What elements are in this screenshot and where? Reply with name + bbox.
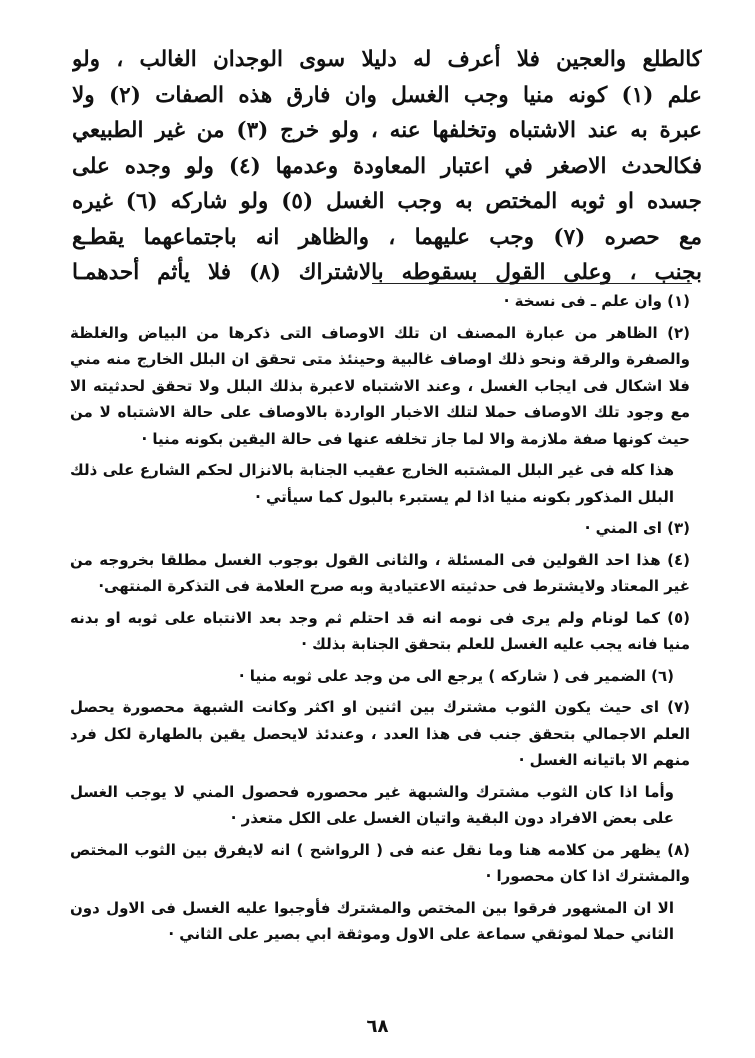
footnotes — [70, 288, 702, 953]
main-line: كالطلع والعجين فلا أعرف له دليلا سوى الوجدان الغالب ، ولو — [72, 47, 702, 72]
main-line: بجنب ، وعلى القول بسقوطه بالاشتراك (٨) فلا يأثم أحدهمـا — [72, 260, 702, 285]
footnote-3: (٣) اى المني · — [584, 519, 690, 537]
footnote-2: (٢) الظاهر من عبارة المصنف ان تلك الاوصاف التى ذكرها من البياض والغلظة والصفرة والرقة ونحو ذلك اوصاف غالبية وحينئذ متى تحقق ان البلل الخارج منه مني فلا اشكال فى ايجاب الغسل ، وعند الاشتباه لاعبرة بذلك البلل ولا تحقق لحدثيته الا مع وجود تلك الاوصاف حملا لتلك الاخبار الواردة بالاوصاف على حالة الاشتباه لا من حيث كونها صفة ملازمة والا لما جاز تخلفه عنها فى حالة اليقين بكونه منيا · — [70, 323, 690, 448]
footnote-8-continued: الا ان المشهور فرقوا بين المختص والمشترك فأوجبوا عليه الغسل فى الاول دون الثاني حملا لموثقي سماعة على الاول وموثقة ابي بصير على الثاني · — [70, 898, 674, 943]
footnote-divider — [372, 283, 692, 284]
footnote-7-continued: وأما اذا كان الثوب مشترك والشبهة غير محصوره فحصول المني لا يوجب الغسل على بعض الافراد دون البقية واتيان الغسل على الكل متعذر · — [70, 782, 674, 827]
page-number: ٦٨ — [366, 1016, 389, 1037]
footnote-2-continued: هذا كله فى غير البلل المشتبه الخارج عقيب الجنابة بالانزال لحكم الشارع على ذلك البلل المذكور بكونه منيا اذا لم يستبرء بالبول كما سيأتي · — [70, 461, 674, 506]
main-line: علم (١) كونه منيا وجب الغسل وان فارق هذه الصفات (٢) ولا — [72, 82, 702, 108]
main-line: مع حصره (٧) وجب عليهما ، والظاهر انه باجتماعهما يقطـع — [72, 224, 702, 250]
main-line: فكالحدث الاصغر في اعتبار المعاودة وعدمها (٤) ولو وجده على — [72, 153, 702, 179]
footnote-7: (٧) اى حيث يكون الثوب مشترك بين اثنين او اكثر وكانت الشبهة محصورة يحصل العلم الاجمالي بتحقق جنب فى هذا العدد ، وعندئذ لايحصل يقين بالطهارة لكل فرد منهم الا باتيانه الغسل · — [70, 698, 690, 769]
footnote-6: (٦) الضمير فى ( شاركه ) يرجع الى من وجد على ثوبه منيا · — [238, 666, 674, 685]
main-line: جسده او ثوبه المختص به وجب الغسل (٥) ولو شاركه (٦) غيره — [72, 189, 702, 214]
footnote-5: (٥) كما لونام ولم يرى فى نومه انه قد احتلم ثم وجد بعد الانتباه على ثوبه او بدنه منيا فانه يجب عليه الغسل للعلم بتحقق الجنابة بذلك · — [70, 608, 690, 653]
footnote-1: (١) وان علم ـ فى نسخة · — [503, 292, 690, 310]
footnote-4: (٤) هذا احد القولين فى المسئلة ، والثانى القول بوجوب الغسل مطلقا بخروجه من غير المعتاد ولايشترط فى حدثيته الاعتيادية وبه صرح العلامة فى التذكرة المنتهى· — [70, 550, 690, 595]
main-line: عبرة به عند الاشتباه وتخلفها عنه ، ولو خرج (٣) من غير الطبيعي — [72, 118, 702, 143]
main-text — [72, 42, 702, 291]
footnote-8: (٨) يظهر من كلامه هنا وما نقل عنه فى ( الرواشح ) انه لايفرق بين الثوب المختص والمشترك اذا كان محصورا · — [70, 840, 690, 885]
